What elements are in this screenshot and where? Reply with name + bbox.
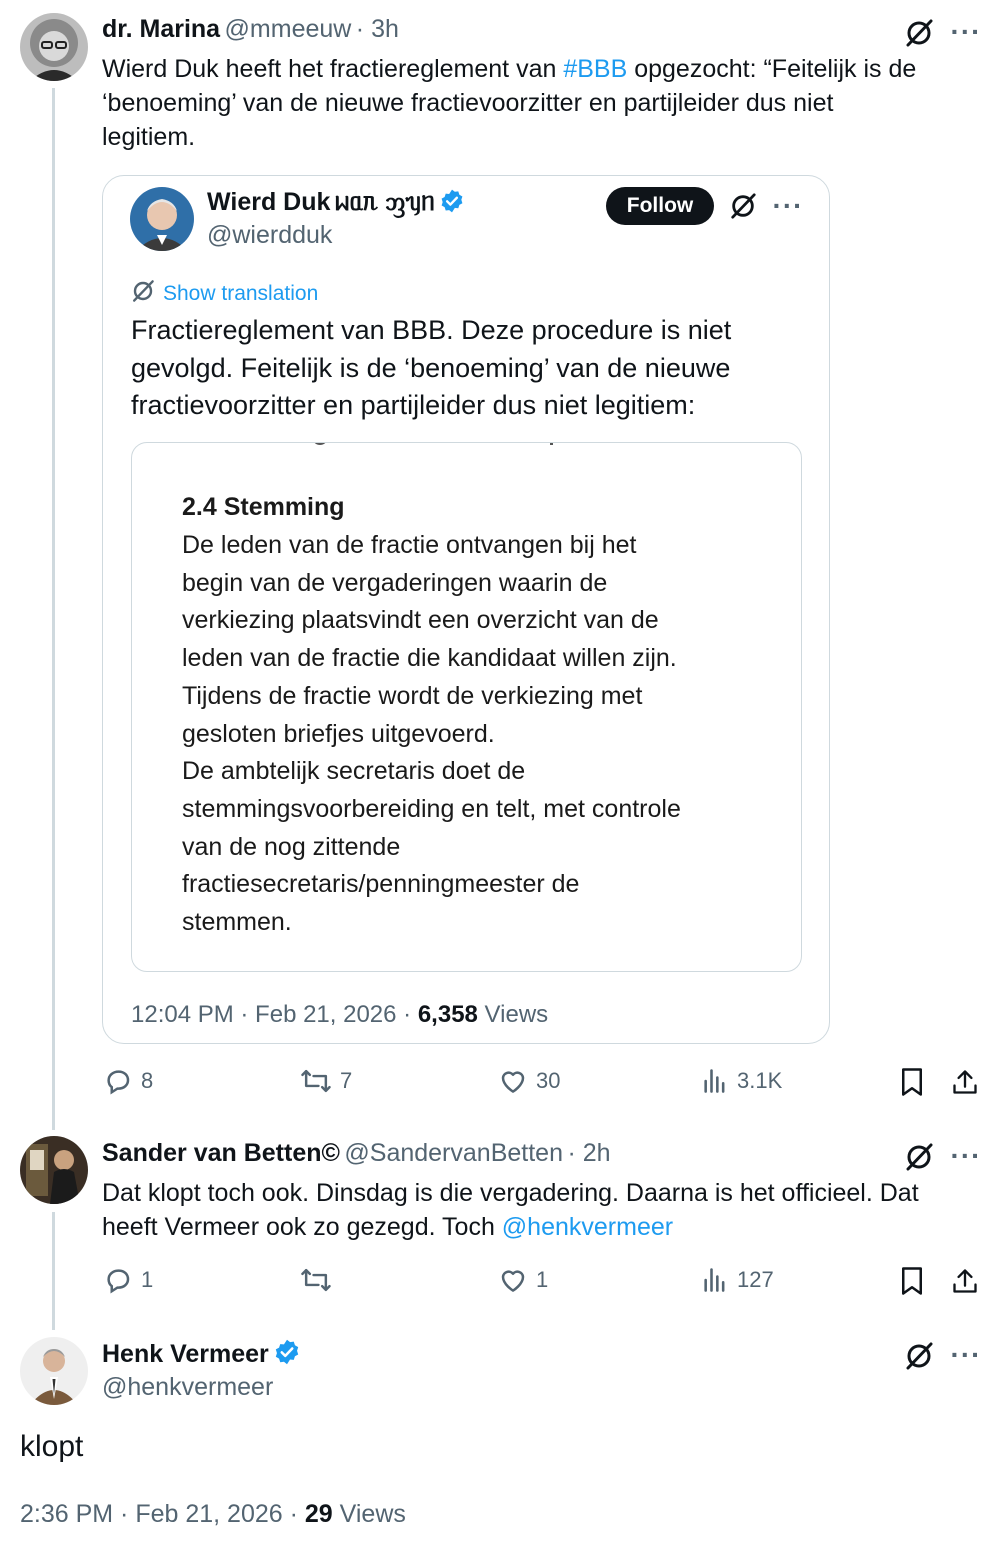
tweet3-timestamp: [20, 1500, 406, 1529]
grok-icon[interactable]: [902, 1339, 936, 1373]
document-line: De leden van de fractie ontvangen bij het: [182, 531, 637, 559]
tweet2-text-part: heeft Vermeer ook zo gezegd. Toch: [102, 1213, 502, 1241]
more-icon[interactable]: ···: [950, 16, 982, 47]
views-icon: [701, 1066, 729, 1096]
avatar-sander-van-betten[interactable]: [20, 1136, 88, 1204]
cropped-text-fragment: [312, 442, 328, 445]
quote-handle[interactable]: @wierdduk: [207, 221, 333, 249]
more-icon[interactable]: ···: [950, 1140, 982, 1171]
bookmark-icon[interactable]: [896, 1066, 928, 1098]
tweet1-header: [102, 15, 399, 44]
show-translation-label[interactable]: Show translation: [163, 281, 319, 305]
quote-timestamp: [131, 1001, 548, 1029]
quote-author-name-suffix: ᥕᥲᥰ ᦀᥡᥒ: [334, 188, 435, 216]
grok-icon[interactable]: [902, 16, 936, 50]
document-line: stemmen.: [182, 908, 292, 937]
more-icon[interactable]: ···: [772, 190, 804, 221]
document-line: van de nog zittende: [182, 832, 401, 861]
tweet1-text-line: ‘benoeming’ van de nieuwe fractievoorzitter en partijleider dus niet: [102, 89, 834, 117]
like-count: 30: [536, 1068, 561, 1093]
show-translation-link[interactable]: [131, 279, 318, 308]
avatar-dr-marina[interactable]: [20, 13, 88, 81]
like-button[interactable]: [498, 1265, 548, 1295]
tweet1-time[interactable]: · 3h: [355, 15, 399, 43]
verified-icon: [273, 1338, 301, 1371]
views-count: 3.1K: [737, 1068, 783, 1093]
repost-icon: [300, 1066, 332, 1096]
tweet1-text: [102, 52, 982, 154]
repost-count: 7: [340, 1068, 353, 1093]
tweet3-handle[interactable]: @henkvermeer: [102, 1373, 274, 1401]
tweet3-timestamp-text[interactable]: 2:36 PM · Feb 21, 2026 ·: [20, 1500, 305, 1528]
views-button[interactable]: [701, 1265, 774, 1295]
quote-views-label: Views: [477, 1001, 549, 1028]
views-icon: [701, 1265, 729, 1295]
grok-icon[interactable]: [902, 1140, 936, 1174]
reply-icon: [103, 1265, 133, 1295]
quote-text-line: fractievoorzitter en partijleider dus niet legitiem:: [131, 390, 696, 420]
document-line: verkiezing plaatsvindt een overzicht van de: [182, 606, 659, 635]
document-line: stemmingsvoorbereiding en telt, met controle: [182, 794, 681, 823]
hashtag-bbb[interactable]: #BBB: [563, 55, 628, 83]
views-button[interactable]: [701, 1066, 782, 1096]
document-body: [182, 527, 681, 942]
like-icon: [498, 1066, 528, 1096]
mention-henkvermeer[interactable]: @henkvermeer: [501, 1213, 674, 1241]
quote-author-name[interactable]: Wierd Duk: [207, 188, 331, 216]
reply-count: 1: [141, 1267, 154, 1292]
grok-icon[interactable]: [727, 190, 759, 222]
tweet1-text-part: opgezocht: “Feitelijk is de: [627, 55, 917, 83]
reply-button[interactable]: [103, 1265, 153, 1295]
document-line: Tijdens de fractie wordt de verkiezing met: [182, 681, 643, 710]
document-line: fractiesecretaris/penningmeester de: [182, 870, 580, 899]
thread-line: [52, 88, 55, 1130]
quote-views-count: 6,358: [417, 1001, 478, 1028]
tweet3-header: [102, 1338, 301, 1371]
quote-text-line: gevolgd. Feitelijk is de ‘benoeming’ van de nieuwe: [131, 352, 731, 383]
tweet3-author-name[interactable]: Henk Vermeer: [102, 1340, 269, 1368]
document-line: leden van de fractie die kandidaat willen zijn.: [182, 644, 677, 673]
follow-button[interactable]: Follow: [606, 187, 714, 225]
views-count: 127: [737, 1267, 774, 1292]
avatar-henk-vermeer[interactable]: [20, 1337, 88, 1405]
tweet2-time[interactable]: · 2h: [567, 1139, 611, 1167]
tweet3-views-count: 29: [304, 1500, 333, 1528]
repost-button[interactable]: [300, 1066, 352, 1096]
tweet3-views-label: Views: [332, 1500, 406, 1528]
document-line: gesloten briefjes uitgevoerd.: [182, 719, 495, 748]
document-line: De ambtelijk secretaris doet de: [182, 757, 526, 786]
tweet2-text: [102, 1176, 982, 1244]
tweet3-text: klopt: [20, 1430, 84, 1463]
quote-text-line: Fractiereglement van BBB. Deze procedure is niet: [131, 315, 732, 345]
reply-count: 8: [141, 1068, 154, 1093]
tweet2-author-name[interactable]: Sander van Betten©: [102, 1139, 340, 1167]
share-icon[interactable]: [949, 1265, 981, 1297]
quote-text: [131, 312, 731, 425]
tweet2-handle[interactable]: @SandervanBetten: [344, 1139, 563, 1167]
document-line: begin van de vergaderingen waarin de: [182, 568, 608, 597]
tweet1-author-name[interactable]: dr. Marina: [102, 15, 221, 43]
repost-button[interactable]: [300, 1265, 340, 1295]
tweet1-handle[interactable]: @mmeeuw: [224, 15, 352, 43]
tweet2-text-line: Dat klopt toch ook. Dinsdag is die vergadering. Daarna is het officieel. Dat: [102, 1179, 919, 1207]
tweet1-text-line: legitiem.: [102, 123, 196, 151]
document-image[interactable]: [131, 442, 802, 972]
more-icon[interactable]: ···: [950, 1339, 982, 1370]
document-section-title: 2.4 Stemming: [182, 493, 345, 521]
reply-icon: [103, 1066, 133, 1096]
like-button[interactable]: [498, 1066, 560, 1096]
share-icon[interactable]: [949, 1066, 981, 1098]
quote-timestamp-text[interactable]: 12:04 PM · Feb 21, 2026 ·: [131, 1001, 418, 1028]
tweet2-header: [102, 1139, 611, 1168]
repost-icon: [300, 1265, 332, 1295]
reply-button[interactable]: [103, 1066, 153, 1096]
tweet1-text-part: Wierd Duk heeft het fractiereglement van: [102, 55, 564, 83]
quote-header: [207, 188, 465, 219]
thread-line: [52, 1212, 55, 1330]
like-icon: [498, 1265, 528, 1295]
bookmark-icon[interactable]: [896, 1265, 928, 1297]
avatar-wierd-duk[interactable]: [130, 187, 194, 251]
like-count: 1: [536, 1267, 549, 1292]
cropped-text-fragment: [550, 442, 553, 445]
verified-icon: [439, 188, 465, 219]
translate-icon: [131, 279, 155, 308]
